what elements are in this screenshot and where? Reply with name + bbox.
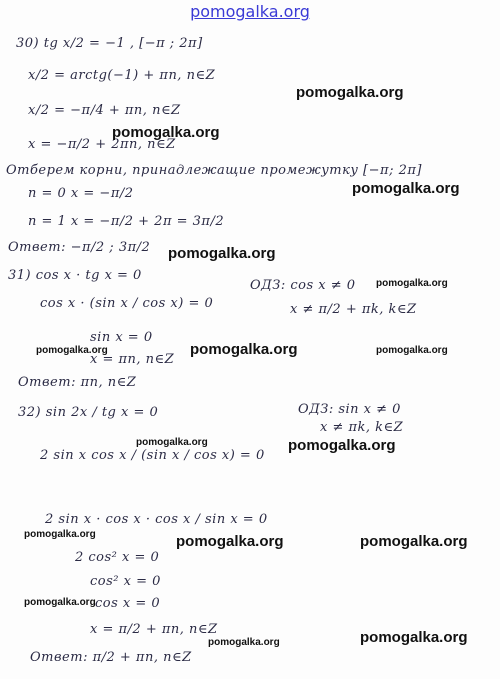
- watermark: pomogalka.org: [376, 345, 448, 356]
- p32-step-2: 2 sin x · cos x · cos x / sin x = 0: [45, 512, 268, 527]
- p31-sin-zero: sin x = 0: [90, 330, 153, 345]
- p30-general-solution: x/2 = arctg(−1) + πn, n∈Z: [28, 68, 216, 83]
- p32-step-1: 2 sin x cos x / (sin x / cos x) = 0: [40, 448, 265, 463]
- p30-answer: Ответ: −π/2 ; 3π/2: [8, 240, 151, 255]
- p31-domain-cond: x ≠ π/2 + πk, k∈Z: [290, 302, 417, 317]
- p30-k0: n = 0 x = −π/2: [28, 186, 134, 201]
- p31-step-1: cos x · (sin x / cos x) = 0: [40, 296, 214, 311]
- watermark: pomogalka.org: [208, 637, 280, 648]
- p30-step-3: x = −π/2 + 2πn, n∈Z: [28, 137, 176, 152]
- watermark: pomogalka.org: [24, 597, 96, 608]
- p32-step-3: 2 cos² x = 0: [75, 550, 160, 565]
- watermark: pomogalka.org: [136, 437, 208, 448]
- p31-answer: Ответ: πn, n∈Z: [18, 375, 137, 390]
- p32-domain: ОДЗ: sin x ≠ 0: [298, 402, 401, 417]
- p30-k1: n = 1 x = −π/2 + 2π = 3π/2: [28, 214, 225, 229]
- watermark: pomogalka.org: [352, 180, 460, 197]
- watermark: pomogalka.org: [168, 245, 276, 262]
- watermark: pomogalka.org: [24, 529, 96, 540]
- p30-step-2: x/2 = −π/4 + πn, n∈Z: [28, 103, 181, 118]
- watermark: pomogalka.org: [296, 84, 404, 101]
- p31-roots: x = πn, n∈Z: [90, 352, 175, 367]
- watermark: pomogalka.org: [176, 533, 284, 550]
- p32-roots: x = π/2 + πn, n∈Z: [90, 622, 218, 637]
- watermark: pomogalka.org: [36, 345, 108, 356]
- watermark: pomogalka.org: [376, 278, 448, 289]
- problem-32-statement: 32) sin 2x / tg x = 0: [18, 405, 159, 420]
- p32-step-4: cos² x = 0: [90, 574, 161, 589]
- site-header-link[interactable]: pomogalka.org: [190, 2, 310, 21]
- p31-domain: ОДЗ: cos x ≠ 0: [250, 278, 356, 293]
- p32-domain-cond: x ≠ πk, k∈Z: [320, 420, 404, 435]
- watermark: pomogalka.org: [112, 124, 220, 141]
- problem-30-statement: 30) tg x/2 = −1 , [−π ; 2π]: [16, 36, 203, 51]
- watermark: pomogalka.org: [360, 629, 468, 646]
- problem-31-statement: 31) cos x · tg x = 0: [8, 268, 142, 283]
- watermark: pomogalka.org: [360, 533, 468, 550]
- watermark: pomogalka.org: [288, 437, 396, 454]
- p32-answer: Ответ: π/2 + πn, n∈Z: [30, 650, 192, 665]
- p30-select-roots: Отберем корни, принадлежащие промежутку [−π; 2π]: [6, 163, 422, 178]
- p32-step-5: cos x = 0: [95, 596, 161, 611]
- watermark: pomogalka.org: [190, 341, 298, 358]
